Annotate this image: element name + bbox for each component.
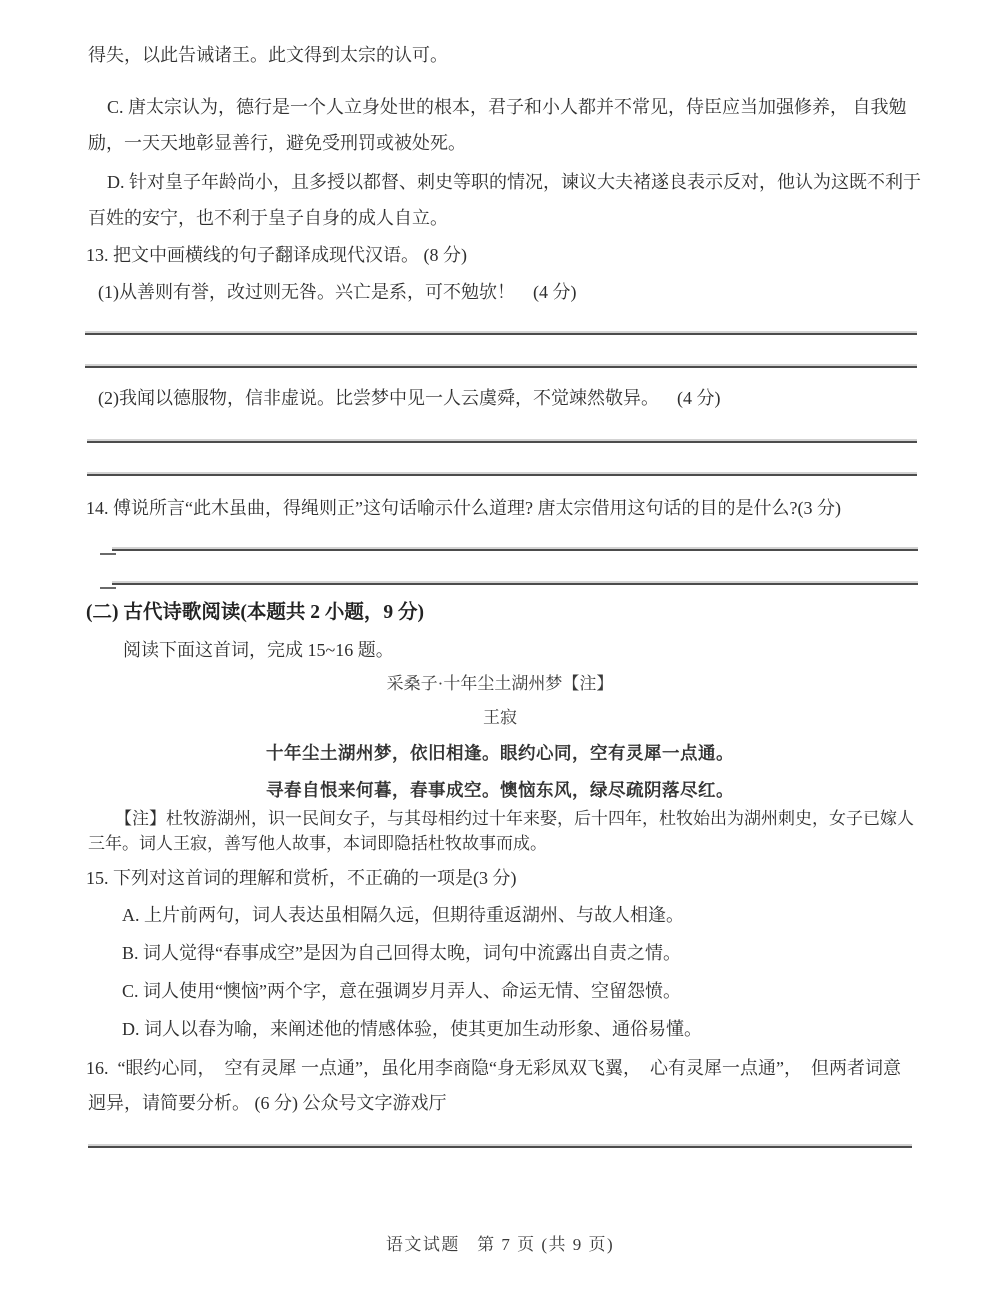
answer-line	[85, 333, 917, 335]
answer-line	[85, 366, 917, 368]
question-16-line2: 迥异，请简要分析。 (6 分) 公众号文字游戏厅	[88, 1093, 447, 1113]
paragraph-tail: 得失，以此告诫诸王。此文得到太宗的认可。	[88, 45, 448, 65]
option-d-line2: 百姓的安宁，也不利于皇子自身的成人自立。	[88, 208, 448, 228]
poem-line-1: 十年尘土湖州梦，依旧相逢。眼约心同，空有灵犀一点通。	[266, 743, 734, 763]
poem-intro: 阅读下面这首词，完成 15~16 题。	[123, 640, 394, 660]
section-two-heading: (二) 古代诗歌阅读(本题共 2 小题，9 分)	[86, 602, 424, 623]
option-c-line1: C. 唐太宗认为，德行是一个人立身处世的根本，君子和小人都并不常见，侍臣应当加强修养， 自我勉	[107, 97, 907, 117]
question-15-stem: 15. 下列对这首词的理解和赏析，不正确的一项是(3 分)	[86, 868, 517, 888]
question-13-sub2: (2)我闻以德服物，信非虚说。比尝梦中见一人云虞舜，不觉竦然敬异。 (4 分)	[98, 388, 721, 408]
answer-line	[88, 1146, 912, 1148]
poem-author: 王寂	[483, 708, 517, 727]
poem-note-line2: 三年。词人王寂，善写他人故事，本词即隐括杜牧故事而成。	[88, 834, 547, 853]
poem-line-2: 寻春自恨来何暮，春事成空。懊恼东风，绿尽疏阴落尽红。	[266, 780, 734, 800]
answer-line-dash	[100, 587, 116, 589]
poem-note-line1: 【注】杜牧游湖州，识一民间女子，与其母相约过十年来娶，后十四年，杜牧始出为湖州刺史，女子已嫁人	[115, 809, 914, 828]
question-14-stem: 14. 傅说所言“此木虽曲，得绳则正”这句话喻示什么道理? 唐太宗借用这句话的目的是什么?(3 分)	[86, 498, 841, 518]
answer-line	[87, 441, 917, 443]
page-footer: 语文试题 第 7 页 (共 9 页)	[385, 1235, 615, 1254]
answer-line	[112, 583, 918, 585]
answer-line	[112, 549, 918, 551]
question-15-option-d: D. 词人以春为喻，来阐述他的情感体验，使其更加生动形象、通俗易懂。	[122, 1019, 702, 1039]
question-15-option-a: A. 上片前两句，词人表达虽相隔久远，但期待重返湖州、与故人相逢。	[122, 905, 684, 925]
answer-line-dash	[100, 553, 116, 555]
question-13-stem: 13. 把文中画横线的句子翻译成现代汉语。 (8 分)	[86, 245, 467, 265]
answer-line	[87, 474, 917, 476]
question-15-option-b: B. 词人觉得“春事成空”是因为自己回得太晚，词句中流露出自责之情。	[122, 943, 681, 963]
question-13-sub1: (1)从善则有誉，改过则无咎。兴亡是系，可不勉欤！ (4 分)	[98, 282, 577, 302]
option-c-line2: 励，一天天地彰显善行，避免受刑罚或被处死。	[88, 133, 466, 153]
option-d-line1: D. 针对皇子年龄尚小，且多授以都督、刺史等职的情况，谏议大夫褚遂良表示反对，他认为这既不利于	[107, 172, 921, 192]
question-15-option-c: C. 词人使用“懊恼”两个字，意在强调岁月弄人、命运无情、空留怨愤。	[122, 981, 681, 1001]
poem-title: 采桑子·十年尘土湖州梦【注】	[386, 674, 614, 693]
question-16-line1: 16. “眼约心同， 空有灵犀 一点通”，虽化用李商隐“身无彩凤双飞翼， 心有灵犀一点通”， 但两者词意	[86, 1058, 901, 1078]
